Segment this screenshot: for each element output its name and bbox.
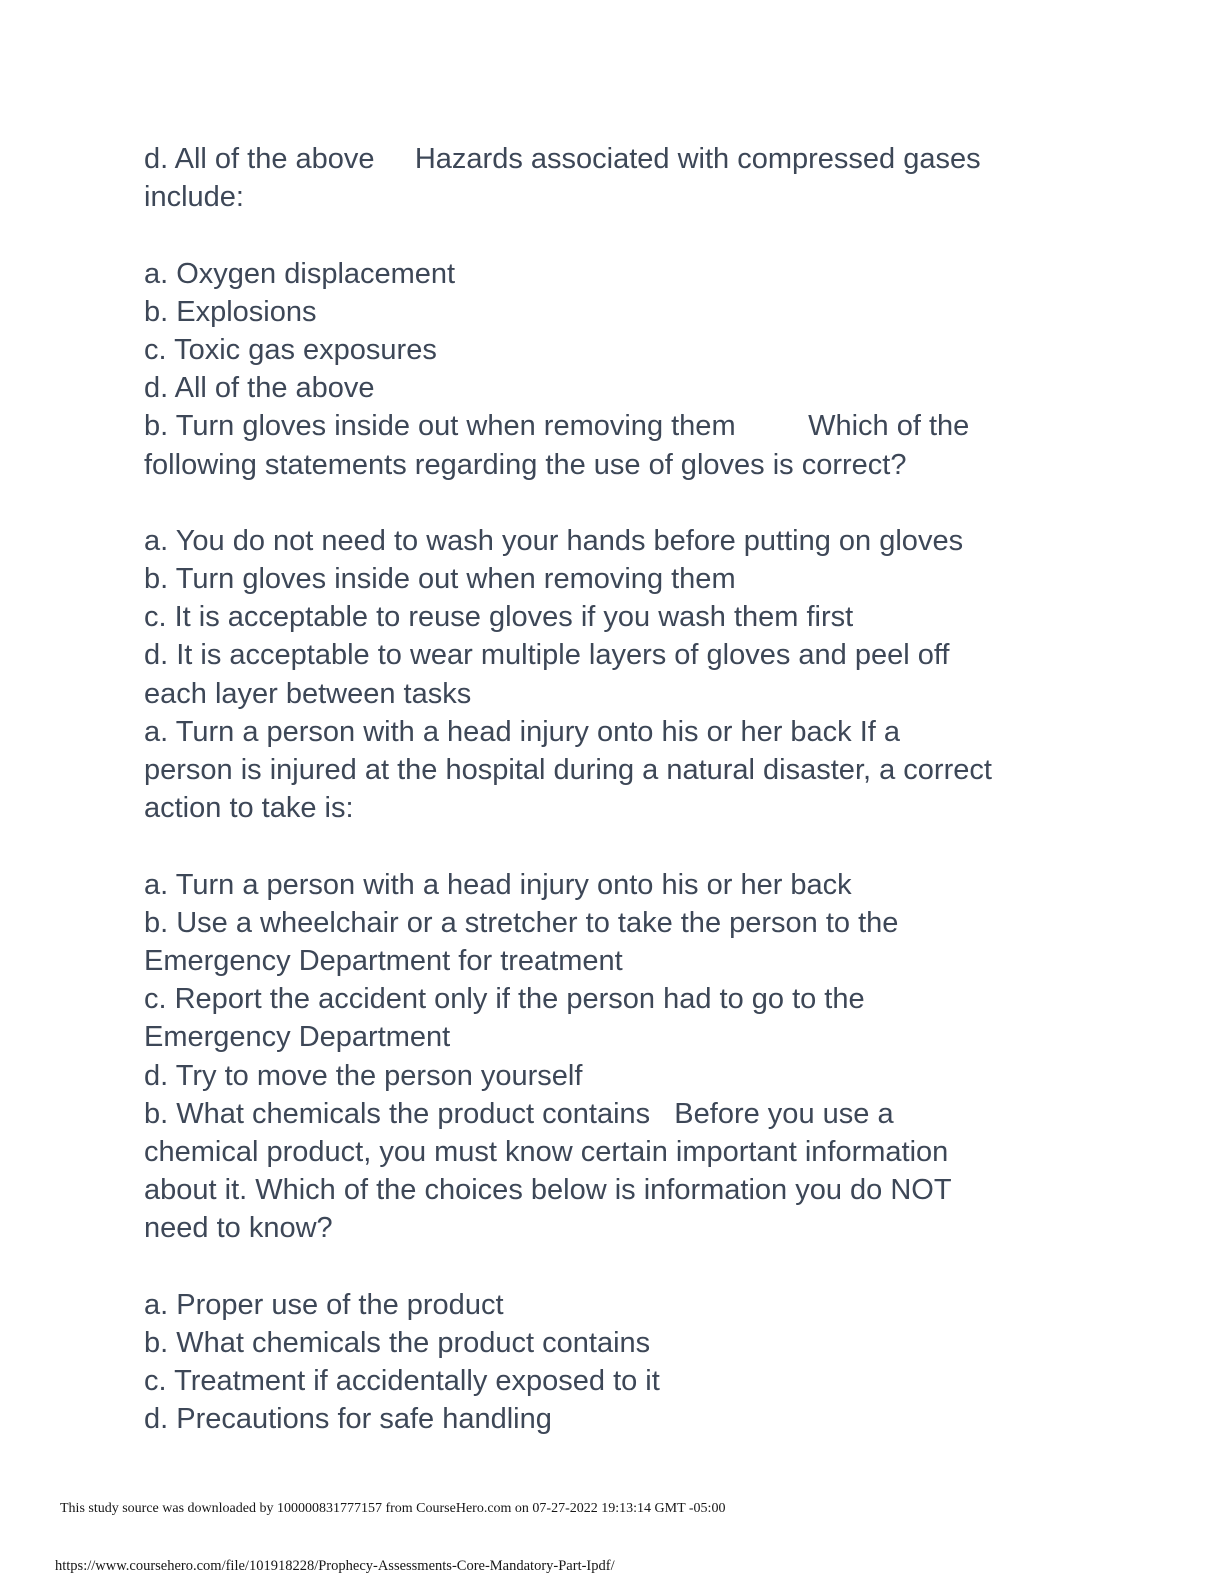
text-line: a. Proper use of the product (144, 1288, 504, 1321)
text-line (144, 1247, 1104, 1285)
text-line: c. Report the accident only if the person had to go to the (144, 983, 865, 1016)
footer-source-url: https://www.coursehero.com/file/101918228/Prophecy-Assessments-Core-Mandatory-Part-Ipdf/ (55, 1558, 615, 1574)
footer-download-note: This study source was downloaded by 100000831777157 from CourseHero.com on 07-27-2022 19:13:14 GMT -05:00 (60, 1501, 726, 1516)
text-line: Emergency Department for treatment (144, 944, 623, 977)
text-line: b. Use a wheelchair or a stretcher to take the person to the (144, 906, 899, 939)
text-line: need to know? (144, 1212, 333, 1245)
text-line: a. Oxygen displacement (144, 257, 456, 290)
text-line: c. Treatment if accidentally exposed to it (144, 1365, 660, 1397)
text-line: each layer between tasks (144, 677, 472, 710)
text-line: a. Turn a person with a head injury onto his or her back If a (144, 715, 901, 748)
text-line: chemical product, you must know certain important information (144, 1135, 949, 1168)
text-line: d. All of the above Hazards associated with compressed gases (144, 143, 981, 175)
text-line: a. You do not need to wash your hands before putting on gloves (144, 524, 964, 557)
text-line: following statements regarding the use of gloves is correct? (144, 448, 907, 481)
text-line (144, 216, 1104, 254)
text-line: d. Try to move the person yourself (144, 1059, 583, 1092)
text-line: b. Turn gloves inside out when removing them Which of the (144, 410, 970, 443)
text-line: b. Explosions (144, 295, 317, 328)
text-line: b. Turn gloves inside out when removing them (144, 563, 736, 596)
text-line: b. What chemicals the product contains (144, 1326, 651, 1359)
text-line: d. All of the above (144, 372, 375, 405)
text-line: d. It is acceptable to wear multiple layers of gloves and peel off (144, 639, 950, 672)
document-text-block (144, 140, 1104, 1438)
text-line: c. Toxic gas exposures (144, 333, 437, 366)
text-line: person is injured at the hospital during a natural disaster, a correct (144, 754, 992, 786)
text-line: d. Precautions for safe handling (144, 1403, 552, 1436)
text-line: about it. Which of the choices below is information you do NOT (144, 1174, 952, 1207)
text-line (144, 827, 1104, 865)
text-line: b. What chemicals the product contains Before you use a (144, 1097, 894, 1130)
text-line: c. It is acceptable to reuse gloves if you wash them first (144, 601, 854, 634)
text-line: a. Turn a person with a head injury onto his or her back (144, 868, 852, 901)
text-line: include: (144, 181, 244, 214)
text-line (144, 484, 1104, 522)
text-line: action to take is: (144, 792, 354, 825)
text-line: Emergency Department (144, 1021, 451, 1054)
